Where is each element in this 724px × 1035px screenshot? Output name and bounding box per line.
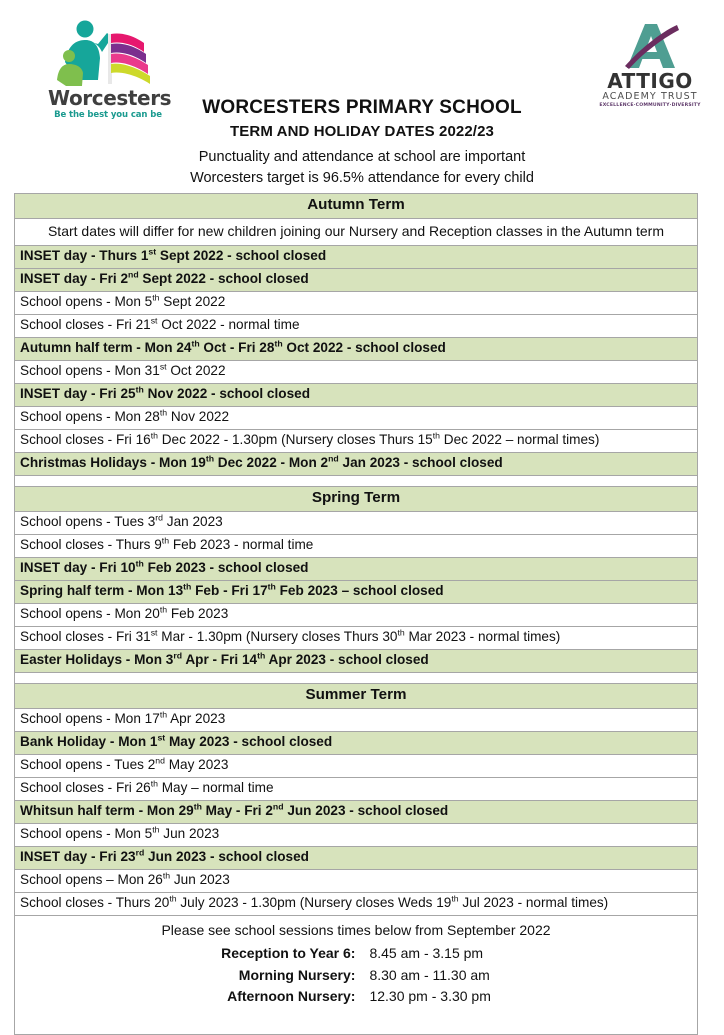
- term-date-row: [15, 337, 698, 360]
- date-entry: School opens - Mon 31st Oct 2022: [15, 360, 698, 383]
- attigo-subtitle: ACADEMY TRUST: [602, 91, 698, 102]
- term-heading: Autumn Term: [15, 194, 698, 219]
- closure-entry: INSET day - Fri 10th Feb 2023 - school closed: [15, 557, 698, 580]
- date-entry: School closes - Thurs 20th July 2023 - 1.30pm (Nursery closes Weds 19th Jul 2023 - normal times): [15, 892, 698, 915]
- session-times-cell: [15, 915, 698, 1034]
- attigo-a-mark-icon: [619, 22, 681, 70]
- term-date-row: [15, 406, 698, 429]
- session-time: 12.30 pm - 3.30 pm: [369, 988, 491, 1005]
- date-entry: School closes - Fri 16th Dec 2022 - 1.30pm (Nursery closes Thurs 15th Dec 2022 – normal times): [15, 429, 698, 452]
- closure-entry: Easter Holidays - Mon 3rd Apr - Fri 14th Apr 2023 - school closed: [15, 649, 698, 672]
- attigo-values: EXCELLENCE·COMMUNITY·DIVERSITY: [599, 103, 701, 109]
- document-header: [0, 0, 724, 190]
- date-entry: School opens - Mon 5th Jun 2023: [15, 823, 698, 846]
- worcesters-wordmark: Worcesters: [48, 86, 172, 110]
- term-heading-row: [15, 486, 698, 511]
- closure-entry: INSET day - Fri 25th Nov 2022 - school closed: [15, 383, 698, 406]
- term-date-row: [15, 869, 698, 892]
- session-time-row: [221, 986, 491, 1008]
- term-heading-row: [15, 194, 698, 219]
- term-date-row: [15, 800, 698, 823]
- term-date-row: [15, 731, 698, 754]
- date-entry: School closes - Fri 21st Oct 2022 - normal time: [15, 314, 698, 337]
- term-date-row: [15, 823, 698, 846]
- term-date-row: [15, 846, 698, 869]
- date-entry: School opens - Tues 2nd May 2023: [15, 754, 698, 777]
- worcesters-tagline: Be the best you can be: [54, 110, 162, 120]
- session-time: 8.30 am - 11.30 am: [369, 966, 490, 983]
- attigo-name: ATTIGO: [607, 69, 693, 93]
- term-dates-table: [14, 193, 698, 1035]
- term-spacer-cell: [15, 475, 698, 486]
- term-date-row: [15, 777, 698, 800]
- session-times-row: [15, 915, 698, 1034]
- term-date-row: [15, 511, 698, 534]
- date-entry: School closes - Fri 31st Mar - 1.30pm (Nursery closes Thurs 30th Mar 2023 - normal times): [15, 626, 698, 649]
- closure-entry: Bank Holiday - Mon 1st May 2023 - school closed: [15, 731, 698, 754]
- term-date-row: [15, 892, 698, 915]
- term-heading-row: [15, 683, 698, 708]
- closure-entry: INSET day - Fri 23rd Jun 2023 - school closed: [15, 846, 698, 869]
- closure-entry: INSET day - Fri 2nd Sept 2022 - school closed: [15, 268, 698, 291]
- session-times-intro: Please see school sessions times below from September 2022: [161, 921, 551, 938]
- closure-entry: Autumn half term - Mon 24th Oct - Fri 28th Oct 2022 - school closed: [15, 337, 698, 360]
- term-date-row: [15, 360, 698, 383]
- session-times-table: [221, 943, 491, 1008]
- page-subtitle: TERM AND HOLIDAY DATES 2022/23: [230, 122, 494, 140]
- date-entry: School closes - Thurs 9th Feb 2023 - normal time: [15, 534, 698, 557]
- session-label: Afternoon Nursery:: [227, 988, 356, 1005]
- date-entry: School opens - Mon 20th Feb 2023: [15, 603, 698, 626]
- term-date-row: [15, 580, 698, 603]
- term-heading: Summer Term: [15, 683, 698, 708]
- term-date-row: [15, 754, 698, 777]
- closure-entry: Christmas Holidays - Mon 19th Dec 2022 - Mon 2nd Jan 2023 - school closed: [15, 452, 698, 475]
- term-date-row: [15, 534, 698, 557]
- term-date-row: [15, 314, 698, 337]
- term-spacer-row: [15, 672, 698, 683]
- term-spacer-cell: [15, 672, 698, 683]
- term-note-row: [15, 219, 698, 246]
- date-entry: School closes - Fri 26th May – normal time: [15, 777, 698, 800]
- session-time-row: [221, 943, 491, 965]
- term-date-row: [15, 626, 698, 649]
- closure-entry: Spring half term - Mon 13th Feb - Fri 17th Feb 2023 – school closed: [15, 580, 698, 603]
- term-date-row: [15, 603, 698, 626]
- closure-entry: Whitsun half term - Mon 29th May - Fri 2nd Jun 2023 - school closed: [15, 800, 698, 823]
- term-date-row: [15, 291, 698, 314]
- term-date-row: [15, 383, 698, 406]
- attendance-message-line-1: Punctuality and attendance at school are important: [198, 149, 526, 165]
- term-dates-table-body: [15, 194, 698, 1035]
- term-spacer-row: [15, 475, 698, 486]
- worcesters-book-and-figures-icon: [54, 18, 162, 90]
- term-date-row: [15, 429, 698, 452]
- session-time-row: [221, 965, 491, 987]
- date-entry: School opens - Tues 3rd Jan 2023: [15, 511, 698, 534]
- date-entry: School opens – Mon 26th Jun 2023: [15, 869, 698, 892]
- page-title: WORCESTERS PRIMARY SCHOOL: [202, 97, 522, 118]
- date-entry: School opens - Mon 28th Nov 2022: [15, 406, 698, 429]
- date-entry: School opens - Mon 17th Apr 2023: [15, 708, 698, 731]
- term-date-row: [15, 245, 698, 268]
- date-entry: School opens - Mon 5th Sept 2022: [15, 291, 698, 314]
- term-date-row: [15, 708, 698, 731]
- document-title-block: [0, 96, 724, 189]
- attendance-message-line-2: Worcesters target is 96.5% attendance for every child: [190, 170, 534, 187]
- term-date-row: [15, 557, 698, 580]
- closure-entry: INSET day - Thurs 1st Sept 2022 - school closed: [15, 245, 698, 268]
- term-date-row: [15, 452, 698, 475]
- term-date-row: [15, 268, 698, 291]
- session-label: Reception to Year 6:: [221, 944, 356, 961]
- session-time: 8.45 am - 3.15 pm: [369, 944, 484, 961]
- session-label: Morning Nursery:: [238, 966, 356, 983]
- term-date-row: [15, 649, 698, 672]
- term-heading: Spring Term: [15, 486, 698, 511]
- term-note: Start dates will differ for new children joining our Nursery and Reception classes in the Autumn term: [15, 219, 698, 246]
